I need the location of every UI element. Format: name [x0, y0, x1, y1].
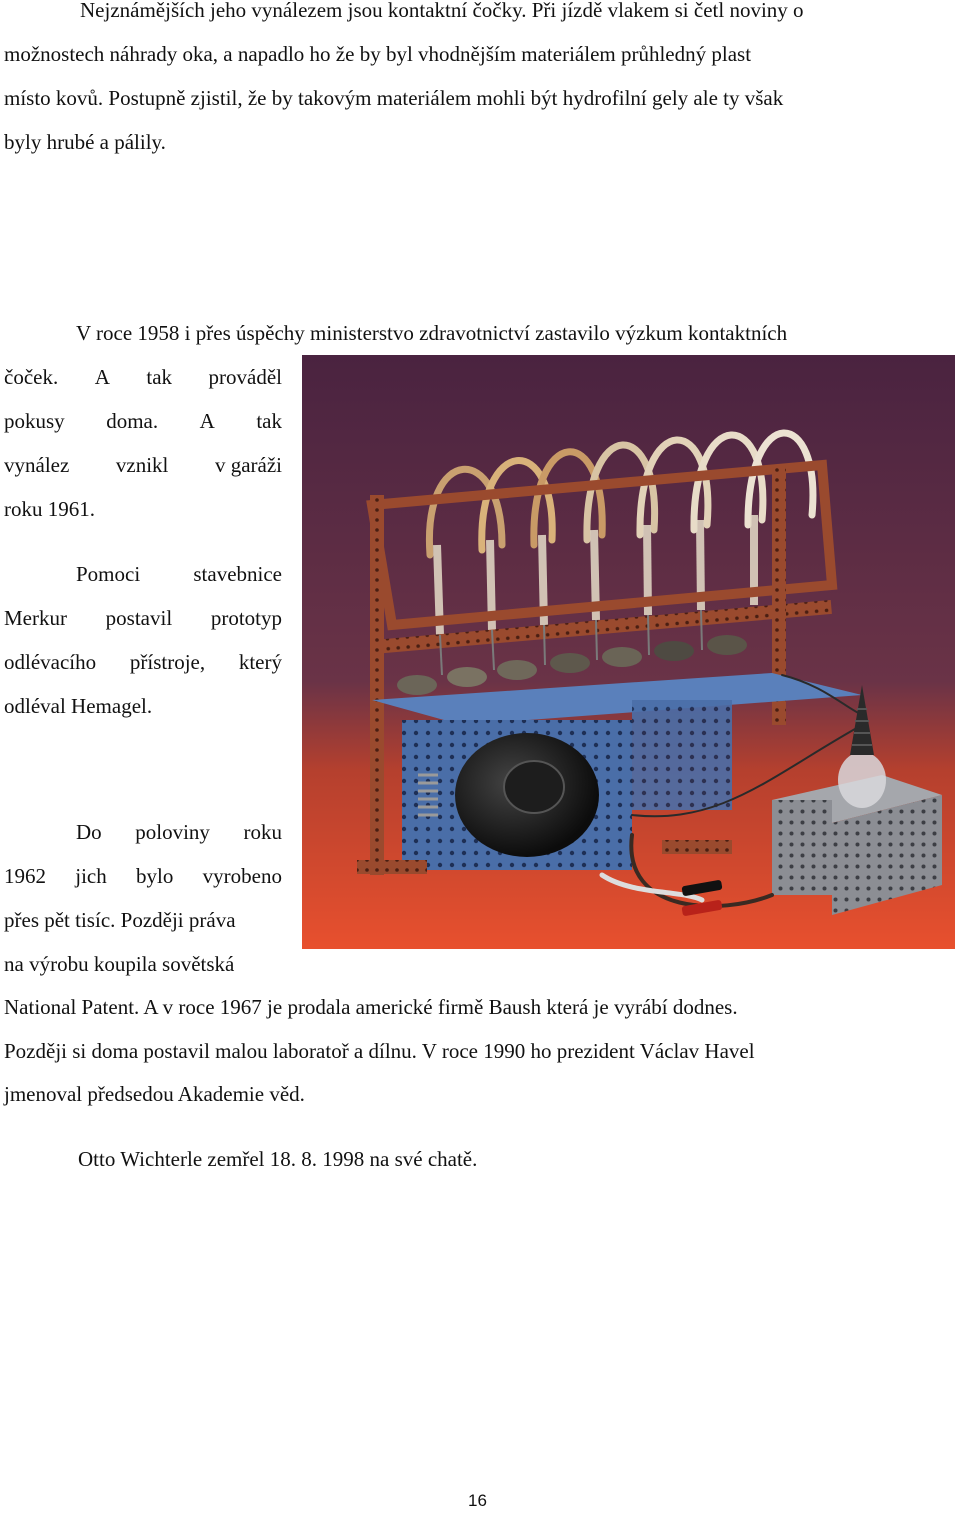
p4-line-1	[76, 819, 282, 845]
word: který	[238, 650, 282, 674]
word: bylo	[136, 864, 174, 888]
word: A	[94, 365, 110, 389]
p2-line-5: roku 1961.	[4, 497, 95, 521]
word: A	[199, 409, 215, 433]
p1-line-4: byly hrubé a pálily.	[4, 130, 166, 154]
word: prováděl	[208, 365, 282, 389]
word: v garáži	[214, 453, 282, 477]
word: 1962	[4, 864, 46, 888]
word: pokusy	[4, 409, 65, 433]
blue-panel-right	[632, 700, 732, 810]
light-bulb	[838, 752, 886, 808]
left-upright	[370, 495, 384, 875]
word: jich	[75, 864, 107, 888]
p1-line-2: možnostech náhrady oka, a napadlo ho že by byl vhodnějším materiálem průhledný plast	[4, 42, 752, 66]
word: odlévacího	[4, 650, 97, 674]
word: stavebnice	[193, 562, 282, 586]
p5-line-1: Otto Wichterle zemřel 18. 8. 1998 na své chatě.	[78, 1147, 478, 1171]
word: vyrobeno	[202, 864, 282, 888]
p2-line-4	[4, 452, 282, 478]
p4-line-2	[4, 863, 282, 889]
word: roku	[243, 820, 282, 844]
p4-line-7: jmenoval předsedou Akademie věd.	[4, 1082, 305, 1106]
p2-line-2	[4, 364, 282, 390]
p3-line-4: odléval Hemagel.	[4, 694, 153, 718]
word: tak	[256, 409, 282, 433]
merkur-prototype-photo	[302, 355, 955, 949]
p4-line-3: přes pět tisíc. Později práva	[4, 908, 236, 932]
right-foot	[662, 840, 732, 854]
word: vynález	[4, 453, 70, 477]
word: přístroje,	[129, 650, 206, 674]
p3-line-1	[76, 561, 282, 587]
p2-line-3	[4, 408, 282, 434]
p1-line-1: Nejznámějších jeho vynálezem jsou kontaktní čočky. Při jízdě vlakem si četl noviny o	[80, 0, 804, 22]
grey-box-front	[772, 800, 832, 895]
word: Pomoci	[76, 562, 141, 586]
word: tak	[146, 365, 173, 389]
word: prototyp	[210, 606, 282, 630]
p4-line-6: Později si doma postavil malou laboratoř a dílnu. V roce 1990 ho prezident Václav Havel	[4, 1039, 755, 1063]
p3-line-2	[4, 605, 282, 631]
word: čoček.	[4, 365, 59, 389]
word: Do	[76, 820, 102, 844]
word: Merkur	[4, 606, 67, 630]
p4-line-5: National Patent. A v roce 1967 je prodala americké firmě Baush která je vyrábí dodnes.	[4, 995, 738, 1019]
motor-cap	[504, 761, 564, 813]
p3-line-3	[4, 649, 282, 675]
p2-line-1: V roce 1958 i přes úspěchy ministerstvo zdravotnictví zastavilo výzkum kontaktních	[76, 321, 788, 345]
page-number: 16	[468, 1491, 487, 1510]
word: postavil	[105, 606, 173, 630]
left-foot	[357, 860, 427, 874]
p4-line-4: na výrobu koupila sovětská	[4, 952, 235, 976]
word: vznikl	[115, 453, 169, 477]
p1-line-3: místo kovů. Postupně zjistil, že by takovým materiálem mohli být hydrofilní gely ale ty však	[4, 86, 784, 110]
prototype-illustration	[302, 355, 955, 949]
word: doma.	[106, 409, 159, 433]
word: poloviny	[135, 820, 210, 844]
